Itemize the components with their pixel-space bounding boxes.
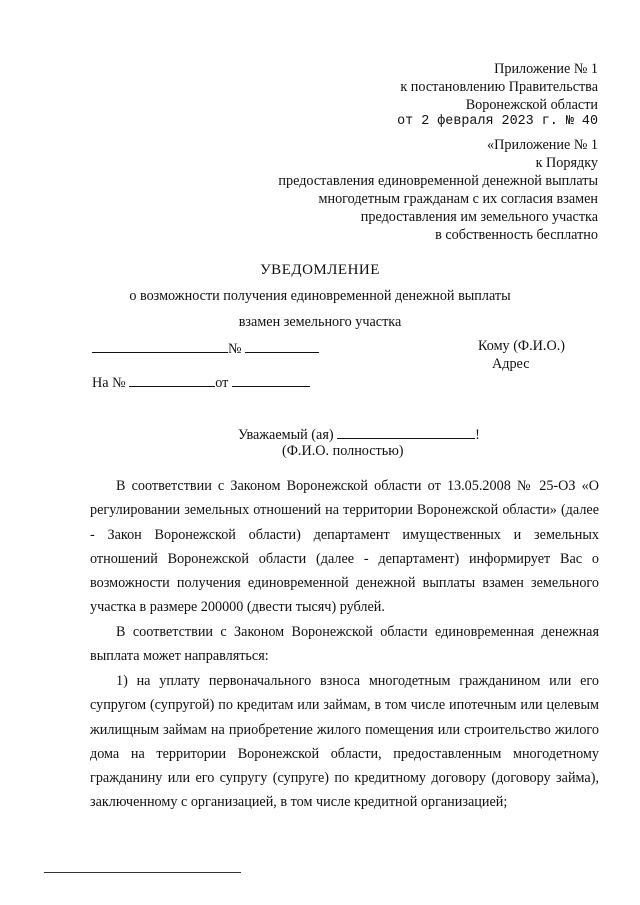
reference-field [92, 372, 310, 392]
appendix-procedure: к Порядку [535, 155, 598, 171]
outgoing-number-blank [245, 338, 319, 353]
header-date-number: от 2 февраля 2023 г. № 40 [397, 114, 598, 129]
document-subtitle-2: взамен земельного участка [238, 314, 402, 330]
greeting-text: Уважаемый (ая) [238, 427, 334, 443]
greeting-exclaim: ! [475, 427, 480, 443]
greeting-line [238, 424, 480, 444]
number-sign: № [228, 341, 242, 357]
reference-from: от [215, 375, 229, 391]
header-region: Воронежской области [465, 97, 598, 113]
document-subtitle-1: о возможности получения единовременной денежной выплаты [129, 288, 511, 304]
header-appendix-number: Приложение № 1 [494, 61, 598, 77]
appendix-number: «Приложение № 1 [487, 137, 598, 153]
footnote-separator [44, 872, 241, 873]
appendix-line3: предоставления единовременной денежной выплаты [278, 173, 598, 189]
greeting-name-blank [337, 424, 475, 439]
appendix-line4: многодетным гражданам с их согласия взамен [318, 191, 598, 207]
address-label: Адрес [492, 356, 530, 372]
body-paragraph-2: В соответствии с Законом Воронежской области единовременная денежная выплата может направляться: [90, 624, 599, 665]
appendix-line5: предоставления им земельного участка [360, 209, 598, 225]
body-paragraph-1: В соответствии с Законом Воронежской области от 13.05.2008 № 25-ОЗ «О регулировании земельных отношений на территории Воронежской области» (далее - Закон Воронежской области) департамент имущественных и земельных отношений Воронежской области (далее - департамент) информирует Вас о возможности получения единовременной денежной выплаты взамен земельного участка в размере 200000 (двести тысяч) рублей. [90, 478, 599, 616]
reference-date-blank [232, 372, 310, 387]
greeting-hint: (Ф.И.О. полностью) [282, 443, 404, 459]
body-paragraph-3: 1) на уплату первоначального взноса многодетным гражданином или его супругом (супругой) по кредитам или займам, в том числе ипотечным или целевым жилищным займам на приобретение жилого помещения или строительство жилого дома на территории Воронежской области, предоставленным многодетному гражданину или его супругу (супруге) по кредитному договору (договору займа), заключенному с организацией, в том числе кредитной организацией; [90, 673, 599, 811]
header-resolution: к постановлению Правительства [400, 79, 598, 95]
reference-prefix: На № [92, 375, 126, 391]
outgoing-number-field [92, 338, 319, 358]
reference-number-blank [129, 372, 215, 387]
document-title: УВЕДОМЛЕНИЕ [260, 262, 380, 278]
recipient-label: Кому (Ф.И.О.) [478, 338, 565, 354]
appendix-line6: в собственность бесплатно [435, 227, 598, 243]
outgoing-date-blank [92, 338, 228, 353]
